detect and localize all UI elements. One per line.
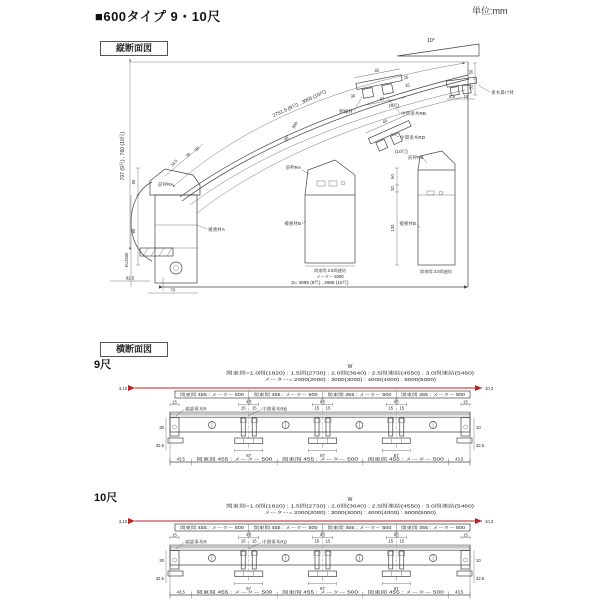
dim-67: 67: [379, 95, 386, 102]
label-front-frame-ra-mid: 前枠RA: [285, 165, 301, 170]
dim-70: 70: [170, 287, 176, 293]
dim-85mm: 8.5: [449, 93, 455, 99]
leader: [197, 225, 207, 229]
segment-label-bottom: 関東間 455 : メーター 500: [282, 589, 332, 595]
fitting: [427, 191, 434, 195]
edge-dim-right: 10,3: [485, 385, 494, 391]
segment-label: 関東間 455 : メーター 500: [179, 391, 230, 397]
cross-section-drawing: [90, 358, 580, 468]
variant-label: 9尺: [94, 359, 112, 371]
variant-label: 10尺: [94, 492, 118, 504]
dim-16: 16: [463, 93, 469, 99]
end-rafter-right: [457, 403, 472, 443]
hatch-lines: [143, 248, 172, 256]
mid-rafter-assembly: [382, 531, 410, 585]
leader: [354, 97, 362, 111]
dim-67: 67: [393, 453, 399, 458]
dim-15: 15: [251, 405, 257, 411]
roof-panel: [170, 545, 470, 551]
dim-325: 32.5: [476, 576, 485, 581]
dim-15: 15: [172, 532, 177, 538]
front-gutter-profile: [131, 182, 152, 261]
right-post: [418, 170, 455, 265]
dim-15: 15: [240, 538, 246, 544]
segment-label: 関東間 455 : メーター 500: [253, 391, 303, 397]
dim-31: 31: [468, 84, 474, 90]
bolt-circle: [170, 262, 182, 274]
dim-67: 67: [393, 586, 399, 591]
dim-435: 43.5: [176, 456, 185, 462]
label-front-frame-rb: 前枠RB: [408, 155, 424, 160]
dim-20: 20: [390, 186, 395, 191]
label-front-frame-ra-left: 前枠RA: [158, 182, 174, 187]
dim-post-height: H=2400: [124, 252, 129, 268]
dim-45: 45: [246, 399, 252, 405]
label-end-rafter: 端部垂木R: [185, 406, 207, 412]
dim-15: 15: [399, 405, 405, 411]
dim-60R: 60: [390, 174, 395, 179]
detail-cluster-10: [364, 110, 415, 153]
fitting: [317, 181, 325, 186]
dim-45a: 45: [373, 67, 380, 74]
dim-30c: 30: [350, 92, 356, 99]
note-mid-2: メーター 5000: [316, 274, 344, 279]
arc-dim-line: [175, 63, 465, 185]
dim-15: 15: [314, 538, 320, 544]
bolt: [341, 181, 345, 185]
segment-label: 関東間 455 : メーター 500: [179, 524, 230, 530]
label-reinf-a: 補強材A: [208, 227, 225, 232]
dim-325: 32.5: [155, 443, 164, 448]
segment-label-bottom: 関東間 455 : メーター 500: [196, 589, 246, 595]
dim-15: 15: [399, 538, 405, 544]
segment-label: 関東間 455 : メーター 500: [253, 524, 303, 530]
dim-10: 10: [476, 558, 481, 563]
dim-depth: D= 2685 (9尺) , 2985 (10尺): [291, 280, 349, 285]
mid-rafter-assembly: [309, 531, 337, 585]
dim-15: 15: [240, 405, 246, 411]
label-reinf-b-mid: 補強材B: [284, 221, 301, 226]
angle-wedge: [397, 44, 479, 56]
dim-67: 67: [320, 586, 325, 591]
dim-85L: 85: [131, 228, 136, 234]
end-rafter-left: [168, 536, 183, 576]
dim-15: 15: [251, 538, 257, 544]
dim-15: 15: [463, 532, 468, 538]
mid-post: [305, 195, 355, 263]
dim-25: 25: [403, 74, 409, 81]
segment-label: 関東間 455 : メーター 500: [327, 524, 377, 530]
note-right: 関東間 3.0間連結: [419, 269, 453, 274]
dim-15: 15: [325, 538, 331, 544]
right-post-cap: [418, 151, 455, 170]
dim-925: 92.5: [125, 275, 135, 281]
dim-arc-inner: 300: [290, 120, 299, 130]
label-mid-rafter-9: 中間垂木RB: [401, 111, 426, 116]
dim-435: 43.5: [455, 456, 464, 462]
hatch-block: [140, 248, 173, 256]
w-label: W: [347, 364, 353, 370]
roof-panel: [170, 412, 470, 418]
dim-67: 67: [320, 453, 325, 458]
segment-label-bottom: 関東間 455 : メーター 500: [196, 456, 246, 462]
fitting: [329, 181, 337, 186]
dim-67: 67: [246, 586, 252, 591]
dim-arc: 2751.5 (9尺) , 3056 (10尺): [271, 89, 328, 120]
mid-rafter-assembly: [235, 531, 263, 585]
label-reinf-b-right: 補強材B: [399, 221, 416, 226]
dim-345: 34.5: [169, 158, 179, 168]
bolt: [439, 191, 443, 195]
dim-45b: 45: [381, 118, 389, 125]
bolt-circle-inner: [174, 266, 179, 271]
mid-rafter-assembly: [309, 398, 337, 452]
segment-label: 関東間 455 : メーター 500: [401, 524, 451, 530]
dim-15: 15: [388, 538, 394, 544]
end-rafter-left: [168, 403, 183, 443]
label-mid-rafter-10: 中間垂木RD: [400, 135, 426, 140]
segment-label: 関東間 455 : メーター 500: [327, 391, 377, 397]
label-end-rafter: 端部垂木R: [185, 539, 207, 545]
dim-325: 32.5: [476, 443, 485, 448]
leader: [422, 157, 427, 163]
dim-30s: 30: [184, 151, 192, 159]
dim-435: 43.5: [176, 589, 185, 595]
dim-325: 32.5: [155, 576, 164, 581]
segment-label-bottom: 関東間 455 : メーター 500: [367, 589, 417, 595]
dim-67: 67: [246, 453, 252, 458]
left-post: [155, 195, 197, 283]
dim-30: 30: [159, 558, 164, 563]
cross-section-drawing: [90, 491, 580, 600]
cross-section-9: [90, 356, 585, 478]
longitudinal-section-drawing: [95, 35, 580, 320]
dim-10: 10: [476, 425, 481, 430]
dim-15: 15: [325, 405, 331, 411]
segment-label-bottom: 関東間 455 : メーター 500: [282, 456, 332, 462]
dim-15: 15: [463, 399, 468, 405]
mid-rafter-assembly: [235, 398, 263, 452]
label-tarukigake: 垂木掛け材: [491, 90, 514, 95]
mid-post-cap: [305, 160, 355, 195]
dim-angle-top: 10°: [427, 38, 435, 44]
spec-line-1: 関東間=1.0間(1820) : 1.5間(2730) : 2.0間(3640) : 2.5間連結(4550) : 3.0間連結(5460): [226, 503, 398, 509]
edge-dim-right: 10,3: [485, 518, 494, 524]
dim-15: 15: [404, 82, 411, 89]
end-rafter-right: [457, 536, 472, 576]
dim-slope-angle: 35°: [282, 134, 291, 143]
segment-label: 関東間 455 : メーター 500: [401, 391, 451, 397]
detail-cluster-9: [346, 62, 412, 108]
dim-15: 15: [388, 405, 394, 411]
dim-50r: 50: [468, 69, 474, 75]
dim-45: 45: [320, 399, 325, 405]
mid-rafter-assembly: [382, 398, 410, 452]
label-size9: (9尺): [389, 103, 400, 108]
dim-435: 43.5: [455, 589, 464, 595]
dim-30: 30: [159, 425, 164, 430]
leader: [478, 85, 490, 92]
edge-dim-left: 3,10: [118, 385, 128, 391]
leader: [417, 224, 420, 228]
dim-height: 707 (9尺) , 760 (10尺): [120, 131, 126, 181]
w-label: W: [347, 497, 353, 503]
note-mid-1: 関東間 2.5間連結: [313, 268, 347, 273]
spec-line-2: メーター= 2000(2000) : 3000(3000) : 4000(4000) : 5000(5000): [264, 376, 392, 382]
dim-45: 45: [320, 532, 325, 538]
label-mid-rafter: 中間垂木RB: [262, 406, 287, 412]
label-mid-rafter: 中間垂木RD: [262, 539, 288, 545]
edge-dim-left: 3,10: [118, 518, 128, 524]
dim-60L: 60: [131, 179, 136, 185]
cross-section-10: [90, 489, 585, 600]
unit-label: 単位:mm: [472, 6, 508, 16]
page-title: ■600タイプ 9・10尺: [95, 9, 221, 24]
dim-50s: 50: [193, 145, 201, 153]
dim-15: 15: [314, 405, 320, 411]
section-label-cross: 横断面図: [100, 342, 168, 357]
segment-label-bottom: 関東間 455 : メーター 500: [367, 456, 417, 462]
spec-line-1: 関東間=1.0間(1820) : 1.5間(2730) : 2.0間(3640) : 2.5間連結(4550) : 3.0間連結(5460): [226, 370, 398, 376]
dim-45: 45: [393, 399, 399, 405]
spec-line-2: メーター= 2000(2000) : 3000(3000) : 4000(4000) : 5000(5000): [264, 509, 392, 515]
dim-120: 120: [390, 224, 395, 232]
dim-45: 45: [246, 532, 252, 538]
dim-45: 45: [393, 532, 399, 538]
label-size10: (10尺): [395, 149, 408, 154]
label-nobuchi: 野縁材: [339, 109, 353, 114]
roof-curve-inner: [182, 79, 469, 201]
section-label-longitudinal: 縦断面図: [100, 41, 168, 56]
leader: [302, 221, 306, 224]
dim-15: 15: [172, 399, 177, 405]
